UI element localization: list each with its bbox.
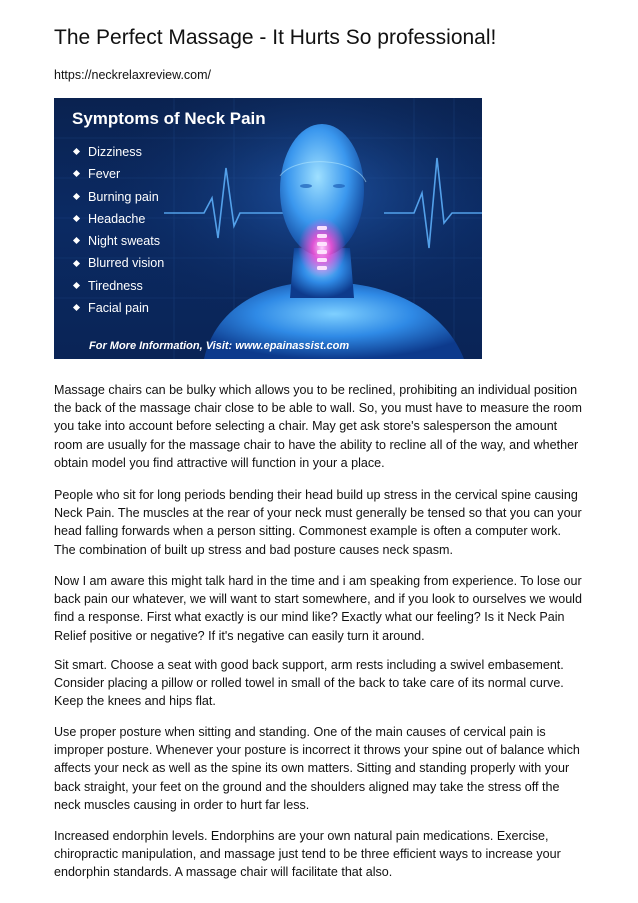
symptom-item: Blurred vision: [74, 252, 164, 274]
bullet-icon: [73, 237, 80, 244]
symptom-item: Facial pain: [74, 297, 164, 319]
bullet-icon: [73, 170, 80, 177]
symptom-list: [74, 141, 164, 319]
infographic-footer: For More Information, Visit: www.epainassist.com: [89, 340, 350, 352]
bullet-icon: [73, 282, 80, 289]
paragraph: Sit smart. Choose a seat with good back support, arm rests including a swivel embasement. Consider placing a pillow or rolled towel in small of the back to take care of its normal curve. Keep the knees and hips flat.: [54, 658, 564, 709]
symptom-item: Night sweats: [74, 230, 164, 252]
paragraph: Use proper posture when sitting and standing. One of the main causes of cervical pain is improper posture. Whenever your posture is incorrect it throws your spine out of balance which affects your neck as well as the spine its own matters. Sitting and standing properly with your back straight, your feet on the ground and the shoulders aligned may take the stress off the neck muscles causing in order to hurt far less.: [54, 725, 580, 812]
symptom-item: Tiredness: [74, 275, 164, 297]
symptom-item: Burning pain: [74, 186, 164, 208]
paragraph: People who sit for long periods bending their head build up stress in the cervical spine causing Neck Pain. The muscles at the rear of your neck must generally be tensed so that you can your head falling forwards when a person sitting. Commonest example is often a computer work. The combination of built up stress and bad posture causes neck spasm.: [54, 488, 582, 557]
page-title: The Perfect Massage - It Hurts So professional!: [54, 26, 497, 49]
infographic-heading: Symptoms of Neck Pain: [72, 109, 266, 128]
paragraph: Now I am aware this might talk hard in the time and i am speaking from experience. To lose our back pain our whatever, we will want to start somewhere, and if you look to ourselves we would find a response. First what exactly is our mind like? Exactly what our feeling? Is it Neck Pain Relief positive or negative? If it's negative can easily turn it around.: [54, 574, 582, 643]
symptom-item: Fever: [74, 163, 164, 185]
source-url[interactable]: https://neckrelaxreview.com/: [54, 68, 212, 82]
neck-pain-infographic: [54, 98, 482, 359]
symptom-item: Headache: [74, 208, 164, 230]
bullet-icon: [73, 148, 80, 155]
paragraph: Massage chairs can be bulky which allows you to be reclined, prohibiting an individual position the back of the massage chair close to be able to wall. So, you must have to measure the room you take into account before selecting a chair. May get ask store's salesperson the amount room are usually for the massage chair to have the ability to recline all of the way, and whether obtain model you find attractive will function in your a place.: [54, 383, 582, 470]
paragraph: Increased endorphin levels. Endorphins are your own natural pain medications. Exercise, chiropractic manipulation, and massage just tend to be three efficient ways to increase your endorphin standards. A massage chair will facilitate that also.: [54, 829, 561, 880]
bullet-icon: [73, 193, 80, 200]
bullet-icon: [73, 215, 80, 222]
bullet-icon: [73, 304, 80, 311]
bullet-icon: [73, 260, 80, 267]
symptom-item: Dizziness: [74, 141, 164, 163]
